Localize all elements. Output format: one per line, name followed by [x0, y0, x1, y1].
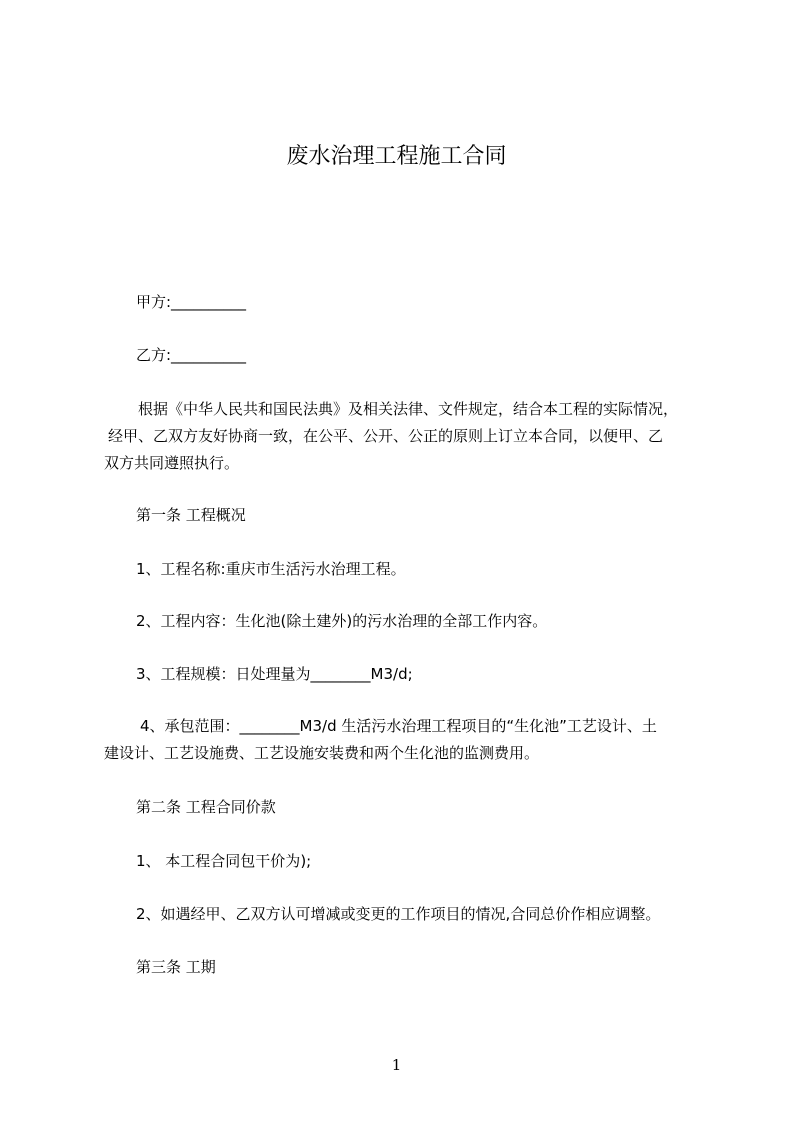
- article-2-item-2: 2、如遇经甲、乙双方认可增减或变更的工作项目的情况,合同总价作相应调整。: [136, 905, 661, 923]
- preamble-line-3: 双方共同遵照执行。: [104, 454, 240, 472]
- article-3-heading: 第三条 工期: [136, 958, 216, 976]
- article-1-heading: 第一条 工程概况: [136, 506, 246, 524]
- article-2-item-1: 1、 本工程合同包干价为);: [136, 852, 312, 870]
- article-1-item-2: 2、工程内容：生化池(除土建外)的污水治理的全部工作内容。: [136, 612, 548, 630]
- item-4-line-1: 4、承包范围：________M3/d 生活污水治理工程项目的“生化池”工艺设计、土: [140, 717, 657, 735]
- article-1-item-3: 3、工程规模：日处理量为________M3/d;: [136, 665, 413, 683]
- document-title: 废水治理工程施工合同: [286, 144, 507, 169]
- preamble-line-1: 根据《中华人民共和国民法典》及相关法律、文件规定，结合本工程的实际情况，: [138, 400, 679, 418]
- preamble-paragraph: [104, 396, 704, 477]
- article-1-item-1: 1、工程名称:重庆市生活污水治理工程。: [136, 560, 406, 578]
- preamble-line-2: 经甲、乙双方友好协商一致，在公平、公开、公正的原则上订立本合同，以便甲、乙: [108, 427, 664, 445]
- party-a-line: 甲方:__________: [136, 293, 247, 311]
- article-1-item-4: [104, 713, 704, 767]
- party-b-line: 乙方:__________: [136, 346, 247, 364]
- article-2-heading: 第二条 工程合同价款: [136, 798, 276, 816]
- page-number: 1: [391, 1056, 402, 1074]
- item-4-line-2: 建设计、工艺设施费、工艺设施安装费和两个生化池的监测费用。: [104, 744, 540, 762]
